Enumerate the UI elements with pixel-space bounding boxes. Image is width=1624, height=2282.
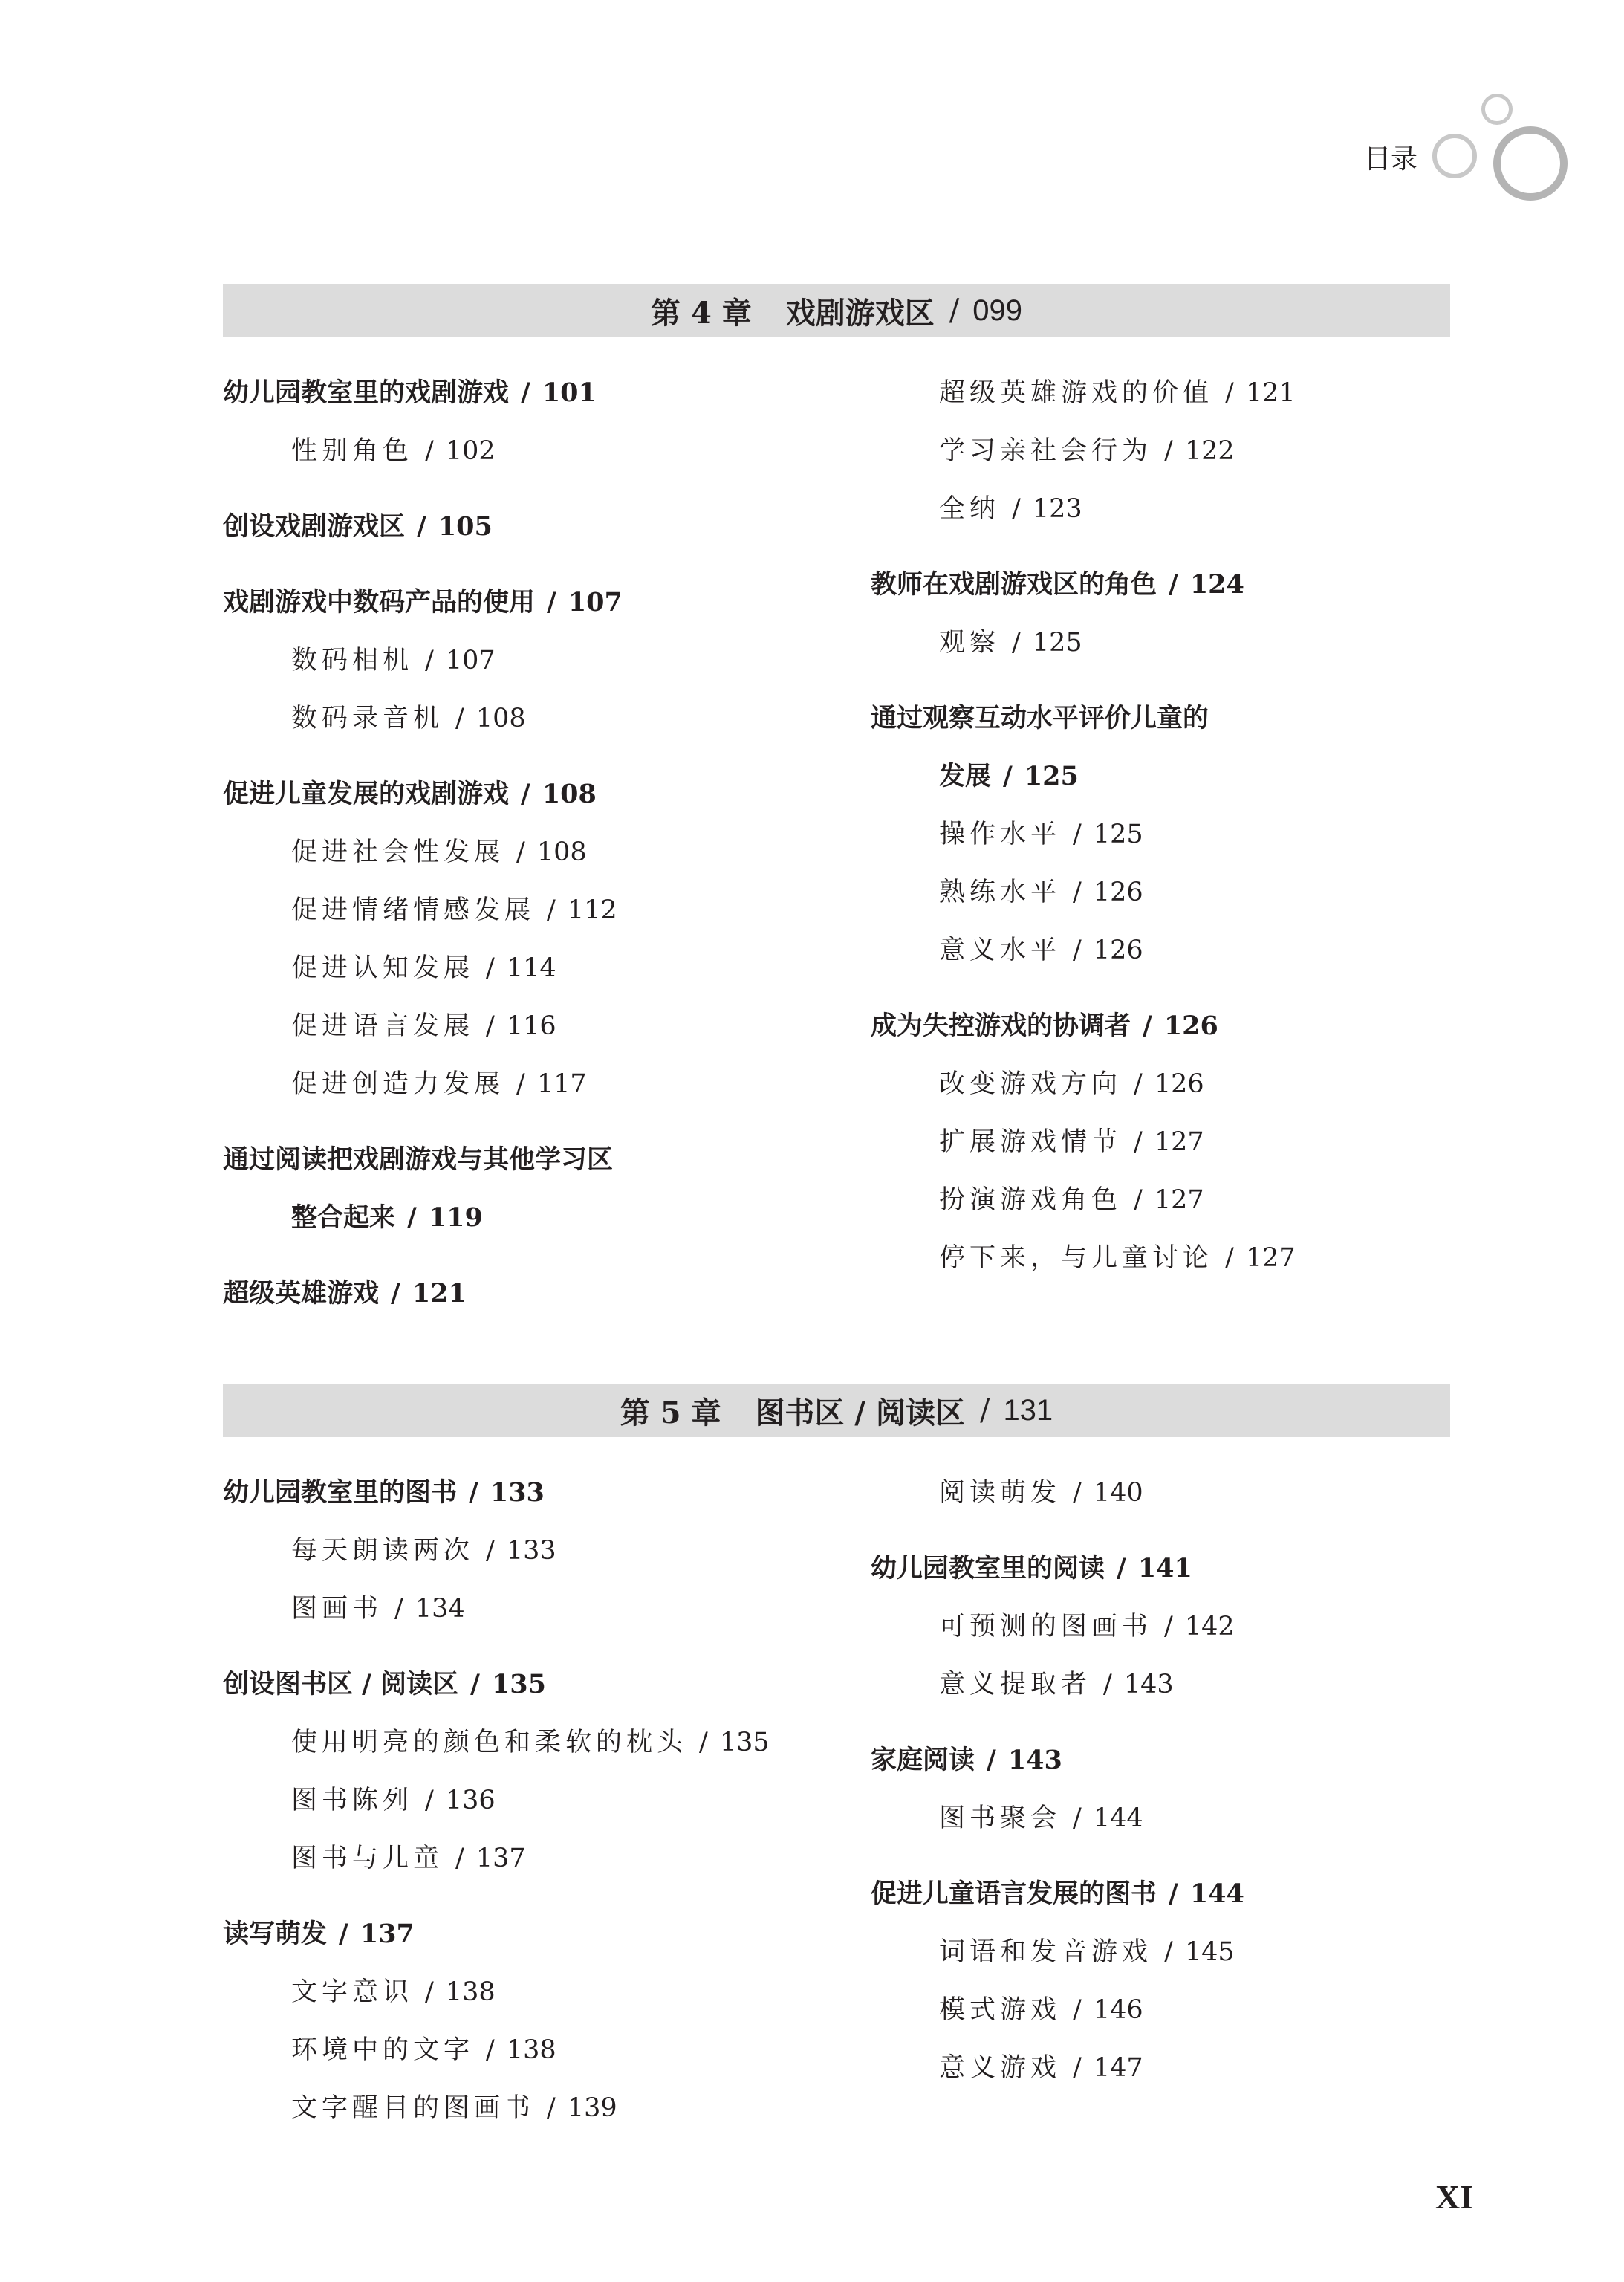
toc-subentry[interactable]: 图书陈列 / 136 [291,1786,496,1815]
running-header-title: 目录 [1364,144,1418,175]
chapter-5-left-column [223,1464,787,2137]
toc-subentry[interactable]: 模式游戏 / 146 [939,1995,1143,2025]
toc-subentry[interactable]: 停下来，与儿童讨论 / 127 [939,1243,1296,1273]
toc-subentry[interactable]: 使用明亮的颜色和柔软的枕头 / 135 [291,1728,770,1757]
toc-entry[interactable]: 超级英雄游戏 / 121 [223,1278,467,1309]
toc-entry[interactable]: 读写萌发 / 137 [223,1919,415,1949]
chapter-separator: / [979,1393,990,1427]
toc-entry[interactable]: 创设戏剧游戏区 / 105 [223,511,493,542]
chapter-separator: / [949,294,960,328]
toc-subentry[interactable]: 促进情绪情感发展 / 112 [291,895,617,925]
toc-entry-continuation[interactable]: 发展 / 125 [939,761,1079,791]
chapter-title: 图书区 / 阅读区 [755,1395,965,1430]
toc-subentry[interactable]: 性别角色 / 102 [291,436,496,466]
chapter-5-heading[interactable] [223,1384,1450,1437]
toc-entry[interactable]: 幼儿园教室里的戏剧游戏 / 101 [223,377,597,408]
toc-subentry[interactable]: 文字意识 / 138 [291,1977,496,2007]
toc-subentry[interactable]: 可预测的图画书 / 142 [939,1612,1235,1641]
chapter-number: 第 4 章 [651,295,752,331]
chapter-4-right-column [871,364,1435,1287]
toc-subentry[interactable]: 改变游戏方向 / 126 [939,1069,1204,1099]
toc-entry[interactable]: 教师在戏剧游戏区的角色 / 124 [871,569,1244,600]
toc-subentry[interactable]: 图画书 / 134 [291,1594,465,1624]
chapter-page: 099 [972,294,1022,327]
toc-subentry[interactable]: 学习亲社会行为 / 122 [939,436,1235,466]
toc-entry[interactable]: 幼儿园教室里的图书 / 133 [223,1477,545,1508]
page-number: XI [1435,2178,1474,2216]
toc-entry[interactable]: 促进儿童发展的戏剧游戏 / 108 [223,779,597,809]
toc-subentry[interactable]: 观察 / 125 [939,628,1082,658]
toc-subentry[interactable]: 促进社会性发展 / 108 [291,837,587,867]
toc-subentry[interactable]: 促进语言发展 / 116 [291,1011,556,1041]
chapter-page: 131 [1003,1393,1053,1427]
toc-entry[interactable]: 幼儿园教室里的阅读 / 141 [871,1553,1192,1584]
toc-subentry[interactable]: 词语和发音游戏 / 145 [939,1937,1235,1967]
chapter-4-left-column [223,364,787,1323]
toc-subentry[interactable]: 数码录音机 / 108 [291,704,526,733]
toc-entry[interactable]: 成为失控游戏的协调者 / 126 [871,1011,1218,1041]
toc-subentry[interactable]: 意义游戏 / 147 [939,2053,1143,2083]
toc-subentry[interactable]: 操作水平 / 125 [939,820,1143,849]
toc-subentry[interactable]: 图书与儿童 / 137 [291,1844,526,1873]
toc-subentry[interactable]: 数码相机 / 107 [291,646,496,675]
toc-entry-continuation[interactable]: 整合起来 / 119 [291,1202,483,1233]
toc-subentry[interactable]: 意义水平 / 126 [939,936,1143,965]
decorative-circle-large [1493,126,1568,201]
chapter-4-heading[interactable] [223,284,1450,337]
toc-subentry[interactable]: 阅读萌发 / 140 [939,1478,1143,1508]
toc-subentry[interactable]: 意义提取者 / 143 [939,1670,1174,1699]
toc-subentry[interactable]: 图书聚会 / 144 [939,1803,1143,1833]
toc-subentry[interactable]: 扮演游戏角色 / 127 [939,1185,1204,1215]
toc-subentry[interactable]: 扩展游戏情节 / 127 [939,1127,1204,1157]
toc-subentry[interactable]: 全纳 / 123 [939,494,1082,524]
decorative-circle-small [1481,94,1513,125]
toc-subentry[interactable]: 促进认知发展 / 114 [291,953,556,983]
toc-entry[interactable]: 家庭阅读 / 143 [871,1745,1062,1775]
toc-subentry[interactable]: 环境中的文字 / 138 [291,2035,556,2065]
toc-entry[interactable]: 促进儿童语言发展的图书 / 144 [871,1879,1244,1909]
toc-entry[interactable]: 戏剧游戏中数码产品的使用 / 107 [223,587,623,617]
toc-subentry[interactable]: 促进创造力发展 / 117 [291,1069,587,1099]
toc-subentry[interactable]: 文字醒目的图画书 / 139 [291,2093,617,2123]
toc-entry[interactable]: 通过观察互动水平评价儿童的 [871,703,1209,733]
toc-subentry[interactable]: 每天朗读两次 / 133 [291,1536,556,1566]
chapter-number: 第 5 章 [620,1395,721,1430]
toc-entry[interactable]: 通过阅读把戏剧游戏与其他学习区 [223,1144,614,1175]
chapter-5-right-column [871,1464,1435,2097]
toc-entry[interactable]: 创设图书区 / 阅读区 / 135 [223,1669,547,1699]
chapter-title: 戏剧游戏区 [785,295,935,331]
toc-subentry[interactable]: 熟练水平 / 126 [939,878,1143,907]
decorative-circle-medium [1432,134,1477,178]
toc-subentry[interactable]: 超级英雄游戏的价值 / 121 [939,378,1296,408]
